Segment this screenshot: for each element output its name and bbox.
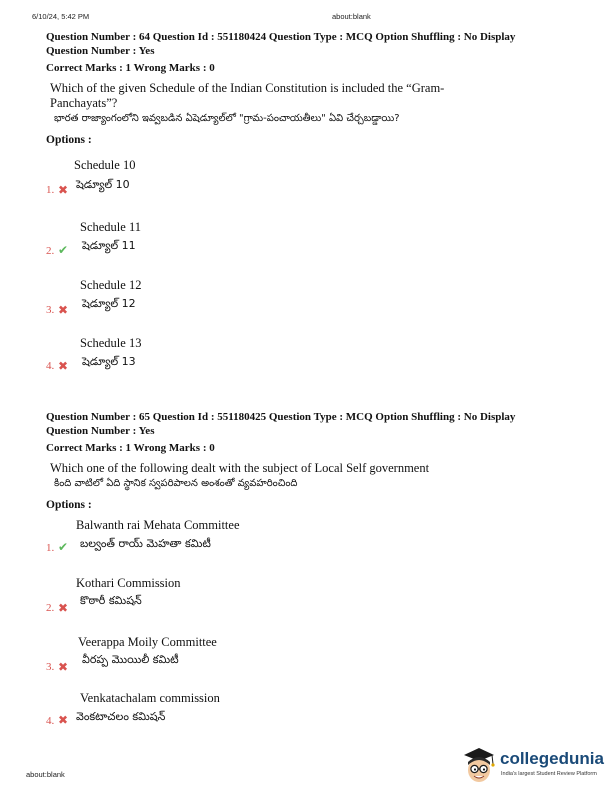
option-number: 2. bbox=[46, 602, 55, 614]
option-text-te: బల్వంత్ రాయ్ మెహతా కమిటీ bbox=[80, 537, 211, 550]
question-text-en: Which of the given Schedule of the Indian Constitution is included the “Gram-Panchayats”? bbox=[50, 80, 445, 110]
option-number: 1. bbox=[46, 184, 55, 196]
option-q64-4 bbox=[46, 336, 346, 380]
wrong-icon: ✖ bbox=[58, 183, 69, 197]
option-text-te: కొఠారీ కమిషన్ bbox=[80, 594, 142, 607]
option-number: 4. bbox=[46, 715, 55, 727]
option-text-en: Balwanth rai Mehata Committee bbox=[76, 518, 240, 532]
option-number: 2. bbox=[46, 245, 55, 257]
mascot-icon bbox=[460, 746, 498, 786]
option-q65-4 bbox=[46, 691, 346, 735]
question-meta-2: Question Number : Yes bbox=[46, 44, 155, 57]
question-block-64 bbox=[46, 31, 586, 146]
option-text-en: Schedule 12 bbox=[80, 278, 142, 292]
option-q65-2 bbox=[46, 576, 346, 620]
question-marks: Correct Marks : 1 Wrong Marks : 0 bbox=[46, 62, 215, 74]
question-marks: Correct Marks : 1 Wrong Marks : 0 bbox=[46, 442, 215, 454]
wrong-icon: ✖ bbox=[58, 303, 69, 317]
option-text-te: షెడ్యూల్ 11 bbox=[82, 239, 136, 252]
option-text-en: Schedule 10 bbox=[74, 158, 136, 172]
option-text-te: షెడ్యూల్ 12 bbox=[82, 297, 136, 310]
check-icon: ✔ bbox=[58, 243, 69, 257]
wrong-icon: ✖ bbox=[58, 660, 69, 674]
print-datetime: 6/10/24, 5:42 PM bbox=[32, 12, 90, 21]
wrong-icon: ✖ bbox=[58, 601, 69, 615]
question-text bbox=[46, 81, 586, 126]
question-block-65 bbox=[46, 411, 586, 511]
question-text bbox=[46, 461, 586, 491]
brand-tagline: India's largest Student Review Platform bbox=[501, 771, 597, 777]
option-number: 1. bbox=[46, 542, 55, 554]
option-number: 4. bbox=[46, 360, 55, 372]
option-q64-1 bbox=[46, 158, 346, 202]
option-text-en: Schedule 13 bbox=[80, 336, 142, 350]
question-meta-2: Question Number : Yes bbox=[46, 424, 155, 437]
option-number: 3. bbox=[46, 661, 55, 673]
option-text-en: Schedule 11 bbox=[80, 220, 141, 234]
wrong-icon: ✖ bbox=[58, 359, 69, 373]
options-label: Options : bbox=[46, 498, 92, 511]
footer-url: about:blank bbox=[26, 770, 65, 779]
brand-name: collegedunia bbox=[500, 749, 604, 768]
wrong-icon: ✖ bbox=[58, 713, 69, 727]
options-label: Options : bbox=[46, 133, 92, 146]
option-text-te: షెడ్యూల్ 13 bbox=[82, 355, 136, 368]
option-text-en: Veerappa Moily Committee bbox=[78, 635, 217, 649]
question-meta: Question Number : 65 Question Id : 551180425 Question Type : MCQ Option Shuffling : No Display bbox=[46, 411, 516, 423]
option-text-te: షెడ్యూల్ 10 bbox=[76, 178, 130, 191]
collegedunia-logo bbox=[456, 746, 606, 786]
option-q64-2 bbox=[46, 220, 346, 264]
option-text-en: Kothari Commission bbox=[76, 576, 181, 590]
check-icon: ✔ bbox=[58, 540, 69, 554]
print-url: about:blank bbox=[332, 12, 371, 21]
question-text-te: భారత రాజ్యాంగంలోని ఇవ్వబడిన ఏషెడ్యూల్‌లో "గ్రామ-పంచాయతీలు" ఏవి చేర్చబడ్డాయి? bbox=[54, 112, 400, 124]
question-text-te: కింది వాటిలో ఏది స్థానిక స్వపరిపాలన అంశంతో వ్యవహరించింది bbox=[54, 477, 298, 489]
option-q64-3 bbox=[46, 278, 346, 322]
option-q65-1 bbox=[46, 518, 346, 562]
option-q65-3 bbox=[46, 635, 346, 679]
option-text-te: వెంకటాచలం కమిషన్ bbox=[76, 710, 166, 723]
option-text-en: Venkatachalam commission bbox=[80, 691, 220, 705]
question-meta: Question Number : 64 Question Id : 551180424 Question Type : MCQ Option Shuffling : No Display bbox=[46, 31, 516, 43]
option-number: 3. bbox=[46, 304, 55, 316]
option-text-te: వీరప్ప మొయిలీ కమిటీ bbox=[82, 653, 179, 666]
question-text-en: Which one of the following dealt with the subject of Local Self government bbox=[50, 460, 430, 475]
